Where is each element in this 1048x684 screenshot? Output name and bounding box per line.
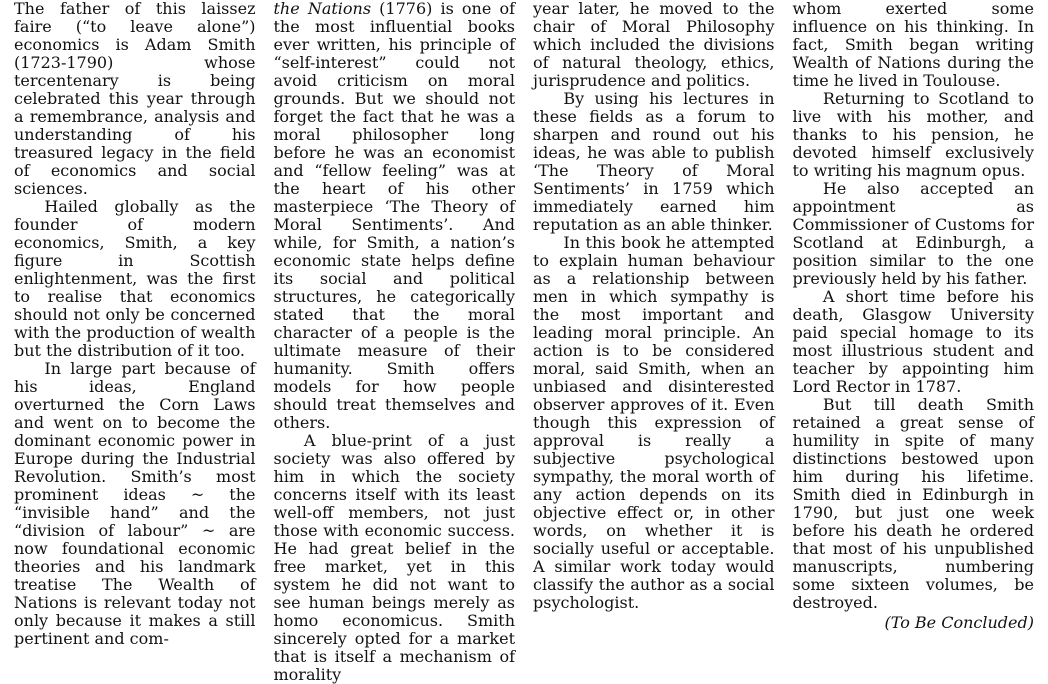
book-title-fragment: the Nations [273, 0, 372, 18]
paragraph: whom exerted some influence on his thinking. In fact, Smith began writing Wealth of Nations during the time he lived in Toulouse. [792, 0, 1034, 90]
paragraph: Hailed globally as the founder of modern economics, Smith, a key figure in Scottish enlightenment, was the first to realise that economics should not only be concerned with the production of wealth but the distribution of it too. [14, 197, 256, 360]
paragraph: A short time before his death, Glasgow University paid special homage to its most illustrious student and teacher by appointing him Lord Rector in 1787. [792, 287, 1034, 396]
paragraph-text: (1776) is one of the most influential books ever written, his principle of “self-interest” could not avoid criticism on moral grounds. But we should not forget the fact that he was a moral philosopher long before he was an economist and “fellow feeling” was at the heart of his other masterpiece ‘The Theory of Moral Sentiments’. And while, for Smith, a nation’s economic state helps define its social and political structures, he categorically stated that the moral character of a people is the ultimate measure of their humanity. Smith offers models for how people should treat themselves and others. [273, 0, 515, 432]
paragraph: year later, he moved to the chair of Moral Philosophy which included the divisions of natural theology, ethics, jurisprudence and politics. [533, 0, 775, 90]
article-column-4 [792, 0, 1035, 632]
paragraph: By using his lectures in these fields as a forum to sharpen and round out his ideas, he was able to publish ‘The Theory of Moral Sentiments’ in 1759 which immediately earned him reputation as an able thinker. [533, 89, 775, 234]
paragraph: In large part because of his ideas, England overturned the Corn Laws and went on to become the dominant economic power in Europe during the Industrial Revolution. Smith’s most prominent ideas ~ the “invisible hand” and the “division of labour” ~ are now foundational economic theories and his landmark treatise The Wealth of Nations is relevant today not only because it makes a still pertinent and com- [14, 359, 256, 648]
article-column-1 [14, 0, 256, 648]
paragraph: In this book he attempted to explain human behaviour as a relationship between men in which sympathy is the most important and leading moral principle. An action is to be considered moral, said Smith, when an unbiased and disinterested observer approves of it. Even though this expression of approval is really a subjective psychological sympathy, the moral worth of any action depends on its objective effect or, in other words, on whether it is socially useful or acceptable. A similar work today would classify the author as a social psychologist. [533, 233, 775, 612]
paragraph: The father of this laissez faire (“to leave alone”) economics is Adam Smith (1723-1790) whose tercentenary is being celebrated this year through a remembrance, analysis and understanding of his treasured legacy in the field of economics and social sciences. [14, 0, 256, 198]
paragraph: He also accepted an appointment as Commissioner of Customs for Scotland at Edinburgh, a position similar to the one previously held by his father. [792, 179, 1034, 288]
article-column-2 [273, 0, 516, 684]
to-be-concluded-note: (To Be Concluded) [884, 613, 1034, 632]
paragraph: But till death Smith retained a great sense of humility in spite of many distinctions bestowed upon him during his lifetime. Smith died in Edinburgh in 1790, but just one week before his death he ordered that most of his unpublished manuscripts, numbering some sixteen volumes, be destroyed. [792, 395, 1034, 612]
article-column-3 [533, 0, 775, 612]
paragraph [274, 0, 516, 432]
paragraph: A blue-print of a just society was also offered by him in which the society concerns itself with its least well-off members, not just those with economic success. He had great belief in the free market, yet in this system he did not want to see human beings merely as homo economicus. Smith sincerely opted for a market that is itself a mechanism of morality [273, 431, 515, 684]
paragraph: Returning to Scotland to live with his mother, and thanks to his pension, he devoted himself exclusively to writing his magnum opus. [792, 89, 1034, 180]
